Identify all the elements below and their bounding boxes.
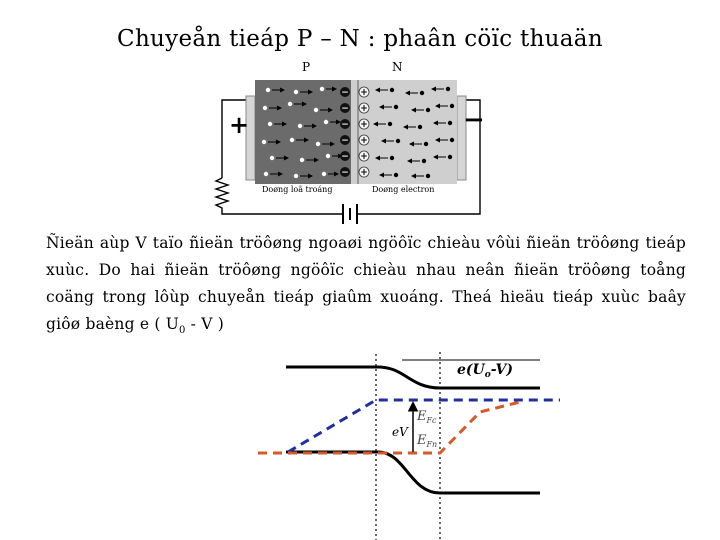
ev-label: eV bbox=[392, 425, 408, 439]
efn-label: $E_{Fn}$ bbox=[417, 433, 438, 449]
paragraph-text: Ñieän aùp V taïo ñieän tröôøng ngoaøi ngöôïc chieàu vôùi ñieän tröôøng tieáp xuùc. Do hai ñieän tröôøng ngöôïc chieàu nhau neân ñieän tröôøng toång coäng trong lôùp chuyeån tieáp giaûm xuoáng. Theá hieäu tieáp xuùc baây giôø baèng e ( U bbox=[46, 234, 686, 333]
pn-junction-diagram bbox=[0, 0, 720, 230]
ion-plus: + bbox=[360, 152, 368, 162]
ion-minus: − bbox=[341, 88, 349, 98]
resistor-symbol bbox=[216, 178, 228, 210]
ion-minus: − bbox=[341, 136, 349, 146]
ion-plus: + bbox=[360, 120, 368, 130]
p-region-label: P bbox=[302, 60, 311, 74]
efc-label: $E_{Fc}$ bbox=[417, 409, 437, 425]
ion-minus: − bbox=[341, 104, 349, 114]
fermi-level-n bbox=[258, 402, 520, 453]
ion-minus: − bbox=[341, 152, 349, 162]
paragraph-tail: - V ) bbox=[185, 315, 225, 333]
valence-band bbox=[286, 452, 540, 493]
p-region bbox=[255, 80, 351, 184]
hole-current-label: Doøng loã troáng bbox=[262, 185, 333, 194]
ion-minus: − bbox=[341, 120, 349, 130]
ion-minus: − bbox=[341, 168, 349, 178]
energy-band-diagram bbox=[0, 340, 720, 540]
explanation-paragraph bbox=[46, 230, 686, 344]
negative-terminal: − bbox=[463, 105, 485, 135]
n-region-label: N bbox=[392, 60, 403, 74]
ion-plus: + bbox=[360, 168, 368, 178]
ion-plus: + bbox=[360, 88, 368, 98]
electron-current-label: Doøng electron bbox=[372, 185, 435, 194]
barrier-label: $e(U_o-V)$ bbox=[457, 362, 514, 380]
paragraph-sub: 0 bbox=[178, 325, 186, 337]
positive-terminal: + bbox=[229, 110, 250, 139]
ion-plus: + bbox=[360, 104, 368, 114]
ion-plus: + bbox=[360, 136, 368, 146]
battery-symbol bbox=[343, 204, 357, 224]
slide-title: Chuyeån tieáp P – N : phaân cöïc thuaän bbox=[117, 26, 603, 52]
